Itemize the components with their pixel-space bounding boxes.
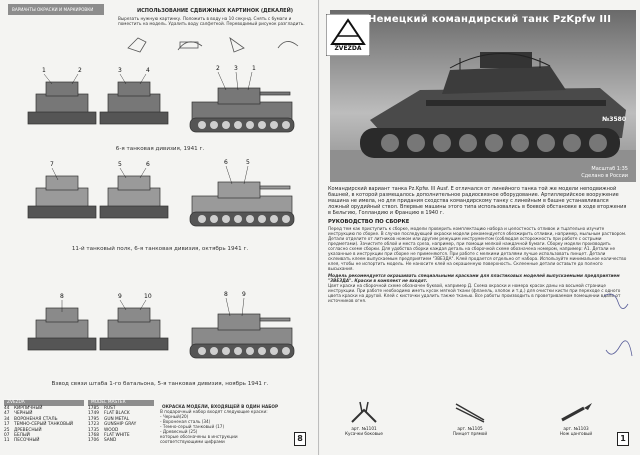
tool-code: арт. №1103 [563,426,589,431]
marking-number: 1 [42,67,46,74]
decal-text: Вырезать нужную картинку. Положить в воду на 10 секунд. Снять с бумаги и поместить на модель. Удалить воду салфеткой. Переводимый рисунок разгладить. [118,16,305,26]
paint-number: 1723 [88,422,99,428]
section-header-text: ВАРИАНТЫ ОКРАСКИ И МАРКИРОВКИ [12,7,94,12]
description-block [328,186,628,303]
paint-legend-zvezda [4,400,84,452]
legend-row [4,438,84,443]
paint-note-line: - Темно-серый танковый (17) [160,424,225,429]
paint-number: 1749 [88,411,99,417]
section-header [8,4,104,15]
marking-number: 9 [118,293,122,300]
paint-number: 47 [4,411,10,417]
paint-name: FLAT WHITE [104,433,130,439]
box-art-photo [330,10,636,182]
paint-note-line: В подарочный набор входят следующие краски: [160,409,268,414]
tool-code: арт. №1105 [457,426,483,431]
kit-title: Немецкий командирский танк PzKpfw III [368,14,612,25]
paint-set-note [160,404,280,444]
paint-number: 25 [4,427,10,433]
paint-note-line: которые обозначены в инструкции соответствующими цифрами [160,434,238,444]
paint-note-line: - Вороненая сталь (34) [160,419,211,424]
tool-code: арт. №1101 [351,426,377,431]
marking-number: 3 [118,67,122,74]
logo-text: ZVEZDA [334,45,362,52]
paint-name: ПЕСОЧНЫЙ [14,438,40,444]
tweezers-icon [450,400,490,426]
guide-title: РУКОВОДСТВО ПО СБОРКЕ [328,219,410,225]
decal-title: ИСПОЛЬЗОВАНИЕ СДВИЖНЫХ КАРТИНОК (ДЕКАЛЕЙ) [136,8,294,14]
paint-name: БЕЛЫЙ [14,433,30,439]
tool-side-cutters [334,400,394,446]
tool-name: Нож цанговый [559,431,593,436]
tank-description: Командирский вариант танка Pz.Kpfw. III Ausf. E отличался от линейного танка той же модели неподвижной башней, в которой размещалось дополнительное радиосвязное оборудование. Артиллерийское вооружение машина не имела, но для придания сходства командирскому танку с линейным в башне устанавливался ложный орудийный ствол. Впервые машины этого типа использовались в боевой обстановке в ходе вторжения в Бельгию, Голландию и Францию в 1940 г. [328,186,627,216]
marking-number: 6 [146,161,150,168]
page-number: 1 [617,432,629,446]
marking-number: 4 [146,67,150,74]
paint-name: ДРЕВЕСНЫЙ [14,427,42,433]
marking-number: 10 [144,293,152,300]
paint-number: 11 [4,438,10,444]
scheme-2-drawings [22,158,302,240]
marking-number: 1 [252,65,256,72]
scale-label: Масштаб 1:35 [591,166,628,172]
paint-name: ТЕМНО-СЕРЫЙ ТАНКОВЫЙ [14,422,74,428]
marking-number: 5 [118,161,122,168]
paint-name: FLAT BLACK [104,411,130,417]
paint-name: КИРПИЧНЫЙ [14,406,43,411]
guide-text: Перед тем как приступить к сборке, модели проверить комплектацию набора и целостность отливок и тщательно изучите инструкцию по сборке. В случае последующей окраски модели рекомендуется обезжирить отливки, например, мыльным раствором. Детали отделите от литников ножом или другим режущим инструментом (соблюдая осторожность при работе с острыми предметами). Зачистите облой и места среза, например, при помощи мелкой наждачной бумаги. Сборку модели производить согласно схеме сборки. Для удобства сборки каждая деталь на сборочной схеме обозначена номером, например: A1. Детали не указанные в инструкции при сборке не применяются. При работе с мелкими деталями лучше использовать пинцет. Детали склеивать клеем выпускаемым предприятием "ЗВЕЗДА". Клей продается отдельно от набора. Используйте минимальное количество клея, чтобы не испортить модель. Не наносите клей на окрашенную поверхность. Склеенные детали оставьте до полного высыхания. [328,226,627,271]
left-page [0,0,319,455]
scheme-1-caption: 6-я танковая дивизия, 1941 г. [115,146,205,152]
paint-name: ЧЕРНЫЙ [14,411,33,417]
legend-title: MODEL MASTER [88,400,154,406]
paint-number: 1735 [88,427,99,433]
paint-legend-model-master [88,400,154,452]
paint-number: 44 [4,406,10,411]
paint-name: SAND [104,438,117,444]
paint-note-title: ОКРАСКА МОДЕЛИ, ВХОДЯЩЕЙ В ОДИН НАБОР [161,404,279,409]
tool-name: Пинцет прямой [452,431,488,436]
marking-number: 8 [60,293,64,300]
side-cutters-icon [344,400,384,426]
marking-number: 2 [216,65,220,72]
scheme-3-caption: Взвод связи штаба 1-го батальона, 5-я танковая дивизия, ноябрь 1941 г. [51,381,269,387]
tool-tweezers [440,400,500,446]
kit-info [581,166,628,180]
scheme-1-drawings [22,64,302,146]
marking-number: 2 [78,67,82,74]
marking-number: 6 [224,159,228,166]
marking-number: 5 [246,159,250,166]
kit-number: №3580 [602,116,626,123]
tool-hobby-knife [546,400,606,446]
marking-number: 8 [224,291,228,298]
made-in-label: Сделано в России [581,173,628,179]
marking-number: 9 [242,291,246,298]
zvezda-logo [326,14,370,56]
paint-name: WOOD [104,427,119,433]
legend-title: ZVEZDA [4,400,84,406]
legend-row [88,438,154,443]
scheme-2-caption: 11-й танковый полк, 6-я танковая дивизия, октябрь 1941 г. [71,246,249,252]
paint-number: 07 [4,433,10,439]
decal-steps-illustration [118,30,308,56]
paint-name: RUST [104,406,116,411]
guide-paint-note: Модель рекомендуется окрашивать специальными красками для пластиковых моделей выпускаемыми предприятием "ЗВЕЗДА". Краски в комплект не входят. [328,273,620,283]
tank-photo-illustration [330,10,636,182]
paint-name: ВОРОНЕНАЯ СТАЛЬ [14,416,58,422]
scheme-3-drawings [22,290,302,372]
tool-name: Кусачки боковые [345,431,383,436]
marking-number: 3 [234,65,238,72]
paint-number: 1706 [88,438,99,444]
decal-instructions [118,8,312,26]
paint-number: 1768 [88,433,99,439]
marking-number: 7 [50,161,54,168]
paint-number: 1795 [88,416,99,422]
paint-number: 17 [4,422,10,428]
paint-name: GUN METAL [104,416,130,422]
hobby-knife-icon [556,400,596,426]
paint-number: 1785 [88,406,99,411]
paint-number: 34 [4,416,10,422]
page-number: 8 [294,432,306,446]
paint-note-line: - Древесный (25) [160,429,198,434]
paint-note-line: - Черный(20) [160,414,189,419]
handwritten-marks [600,290,636,390]
paint-name: GUNSHIP GRAY [104,422,137,428]
guide-text-2: Цвет краски на сборочной схеме обозначен буквой, например Д. Схема окраски и номера красок даны на восьмой странице инструкции. При работе необходимо иметь кусок мягкой ткани (фланель, хлопок и т.д.) для очистки кисти при переходе с одного цвета краски на другой. Клей с кисточки удалить также тканью. Все работы производить в проветриваемом помещении вдали от источников огня. [328,283,621,303]
